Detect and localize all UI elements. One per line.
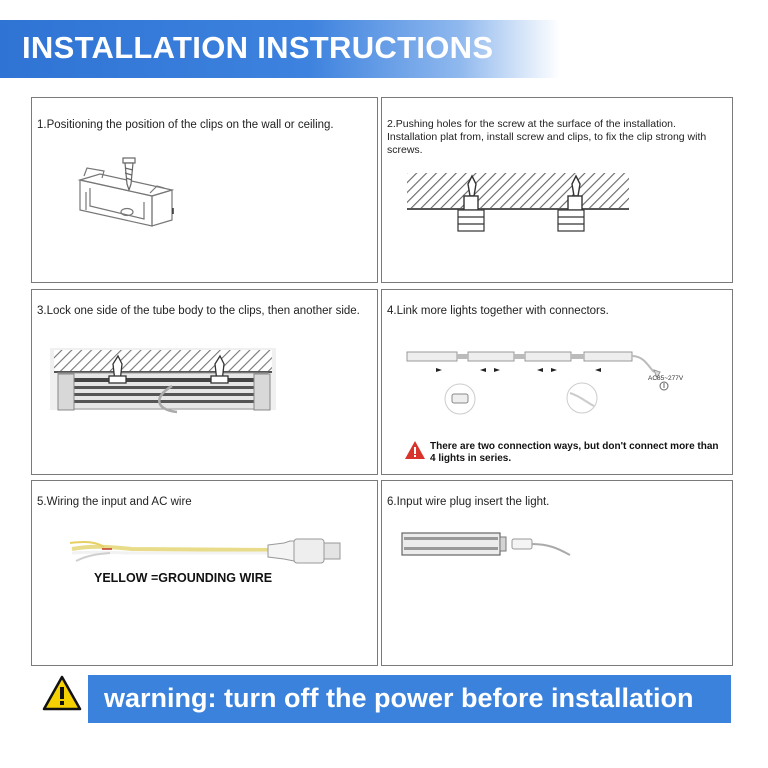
plug-icon [512, 539, 532, 549]
step-2-text: 2.Pushing holes for the screw at the surface of the installation. Installation plat from, install screw and clips, to fix the clip strong with screws. [387, 118, 707, 156]
screw-mounting-illustration [382, 98, 732, 282]
screw-icon [123, 158, 135, 190]
step-6-text: 6.Input wire plug insert the light. [387, 496, 550, 508]
plug-insert-illustration [382, 481, 732, 665]
warning-text: warning: turn off the power before installation [104, 683, 694, 713]
caution-note [404, 436, 724, 468]
warning-triangle-icon [42, 675, 82, 711]
step-4-text: 4.Link more lights together with connectors. [387, 305, 609, 317]
step-5-panel [31, 480, 378, 666]
tube-lock-illustration [32, 290, 377, 474]
grounding-wire-label: YELLOW =GROUNDING WIRE [94, 571, 273, 585]
step-5-text: 5.Wiring the input and AC wire [37, 496, 192, 508]
caution-triangle-icon [404, 440, 426, 460]
arrow-icon [436, 368, 601, 372]
step-4-panel [381, 289, 733, 475]
step-2-panel [381, 97, 733, 283]
plug-icon [660, 382, 668, 390]
voltage-label: AC85~277V [648, 375, 684, 382]
step-3-panel [31, 289, 378, 475]
clip-positioning-illustration [32, 98, 377, 282]
connector-plug-icon [268, 541, 294, 561]
step-1-text: 1.Positioning the position of the clips on the wall or ceiling. [37, 119, 334, 131]
step-1-panel [31, 97, 378, 283]
connector-icon [452, 394, 468, 403]
step-3-text: 3.Lock one side of the tube body to the clips, then another side. [37, 305, 360, 317]
step-6-panel [381, 480, 733, 666]
page-title: INSTALLATION INSTRUCTIONS [22, 30, 494, 65]
warning-banner [88, 675, 731, 723]
header-banner [0, 20, 560, 78]
caution-text: There are two connection ways, but don't connect more than 4 lights in series. [430, 441, 719, 464]
